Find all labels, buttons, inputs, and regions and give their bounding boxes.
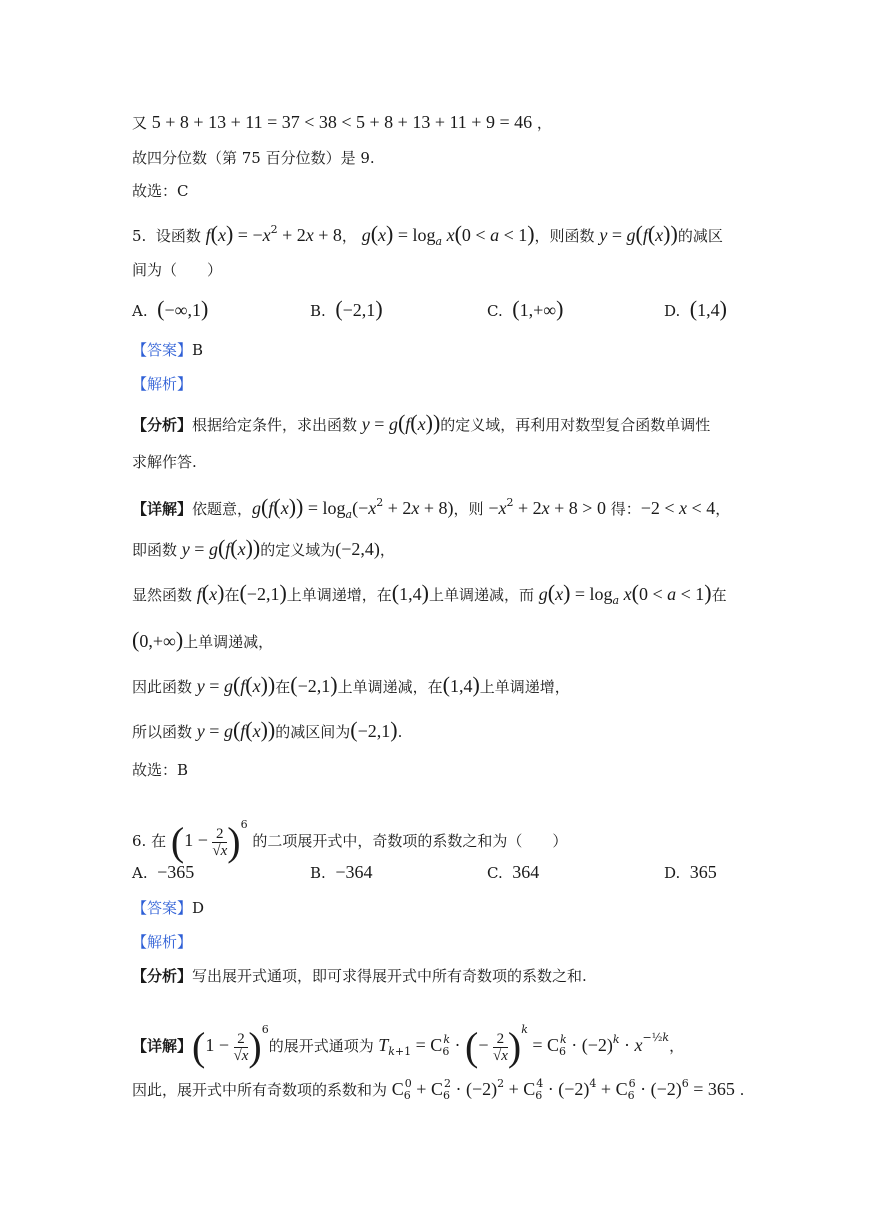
final-6: 因此，展开式中所有奇数项的系数和为 $C_6^0 + C_6^2 \cdot (-2)^2 + C_6^4 \cdot (-2)^4 + C_6^6 \cdot (-2)^6 = 365$ . [132, 1077, 745, 1102]
q6-option-b: B. −364 [310, 862, 373, 882]
fenxi-5-line1: 【分析】根据给定条件，求出函数 y = g(f(x))的定义域，再利用对数型复合函数单调性 [132, 410, 711, 435]
jiexi-label-6: 【解析】 [132, 933, 193, 951]
q6-option-d: D. 365 [664, 862, 717, 882]
xuan-5: 故选：B [132, 761, 189, 779]
text-line-choice-c: 故选：C [132, 182, 189, 200]
xiangjie-5-line1: 【详解】依题意，$g(f(x)) = \log_a(-x^2 + 2x + 8)$，则 $-x^2 + 2x + 8 > 0$ 得：−2 < x < 4， [132, 494, 731, 521]
option-b: B. (−2,1) [310, 296, 383, 321]
xiangjie-5-line6: 所以函数 y = g(f(x))的减区间为(−2,1). [132, 717, 403, 742]
xiangjie-5-line3: 显然函数 f(x)在(−2,1)上单调递增，在(1,4)上单调递减，而 $g(x) = \log_a x(0 < a < 1)$在 [132, 580, 727, 607]
jiexi-label-5: 【解析】 [132, 375, 193, 393]
xiangjie-5-line2: 即函数 y = g(f(x))的定义域为(−2,4)， [132, 535, 395, 560]
fenxi-5-line2: 求解作答. [132, 453, 197, 471]
q6-option-a: A. −365 [132, 862, 195, 882]
answer-label-5: 【答案】B [132, 341, 204, 359]
answer-label-6: 【答案】D [132, 899, 205, 917]
option-c: C. (1,+∞) [487, 296, 564, 321]
q6-option-c: C. 364 [487, 862, 540, 882]
xiangjie-5-line5: 因此函数 y = g(f(x))在(−2,1)上单调递减，在(1,4)上单调递增， [132, 672, 570, 697]
text-line-quartile: 故四分位数（第 75 百分位数）是 9. [132, 149, 375, 167]
xiangjie-6-line1: 【详解】(1 − $\frac{2}{√x}$ )$^6$的展开式通项为 $T_{k+1} = C_6^k$ · (− $\frac{2}{√x}$ )$^k = C_6^k \cdot (-2)^k \cdot x^{-\frac{1}{2}k}$， [132, 1023, 685, 1069]
question-5-stem: 5. 设函数 $f(x) = -x^2 + 2x + 8$， $g(x) = \log_a x(0 < a < 1)$，则函数 y = g(f(x))的减区 [132, 221, 723, 248]
text-line-sum: 又 5 + 8 + 13 + 11 = 37 < 38 < 5 + 8 + 13 + 11 + 9 = 46 ， [132, 112, 552, 132]
question-5-stem-cont: 间为（ ） [132, 261, 223, 279]
option-a: A. (−∞,1) [132, 296, 209, 321]
question-6-stem: 6. 在 (1 − $\frac{2}{√x}$ )$^6$ 的二项展开式中，奇数项的系数之和为（ ） [132, 818, 568, 864]
option-d: D. (1,4) [664, 296, 727, 321]
fenxi-6: 【分析】写出展开式通项，即可求得展开式中所有奇数项的系数之和. [132, 967, 587, 985]
xiangjie-5-line4: (0,+∞)上单调递减， [132, 627, 274, 652]
